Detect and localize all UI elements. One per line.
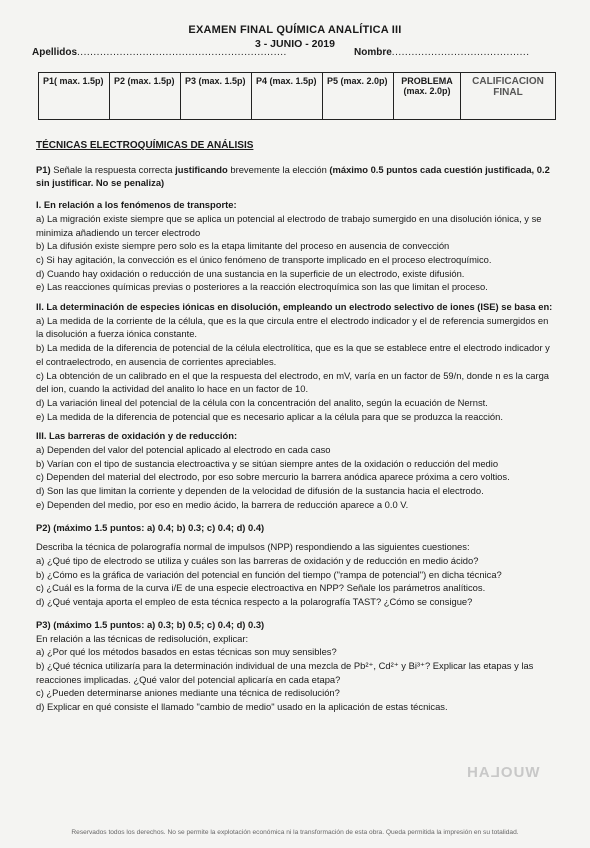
p2-intro: Describa la técnica de polarografía normal de impulsos (NPP) respondiendo a las siguientes cuestiones: [36, 541, 470, 553]
p1-q2-title: II. La determinación de especies iónicas en disolución, empleando un electrodo selectivo de iones (ISE) se basa en: [36, 301, 553, 313]
p2-question-b: b) ¿Cómo es la gráfica de variación del potencial en función del tiempo ("rampa de potencial") en dicha técnica? [36, 568, 502, 580]
p1-q3-option-c: c) Dependen del material del electrodo, por eso sobre mercurio la barrera anódica aparece próxima a cero voltios. [36, 471, 510, 483]
p1-intro-c: brevemente la elección [230, 163, 327, 175]
grade-cell-p2: P2 (max. 1.5p) [110, 73, 181, 120]
p3-intro: En relación a las técnicas de redisolución, explicar: [36, 632, 249, 644]
p1-q2-option-c: c) La obtención de un calibrado en el que la respuesta del electrodo, en mV, varía en un factor de 59/n, donde n es la carga del ion, cuando la actividad del analito lo hace en un factor de 10. [36, 369, 550, 395]
apellidos-label: Apellidos [32, 47, 78, 58]
p1-q3-option-a: a) Dependen del valor del potencial aplicado al electrodo en cada caso [36, 444, 331, 456]
p3-title: P3) (máximo 1.5 puntos: a) 0.3; b) 0.5; c) 0.4; d) 0.3) [36, 618, 265, 630]
p2-question-a: a) ¿Qué tipo de electrodo se utiliza y cuáles son las barreras de oxidación y de reducción en medio ácido? [36, 554, 479, 566]
p3-question-c: c) ¿Pueden determinarse aniones mediante una técnica de redisolución? [36, 687, 340, 699]
p3-question-a: a) ¿Por qué los métodos basados en estas técnicas son muy sensibles? [36, 646, 337, 658]
p1-q3-title: III. Las barreras de oxidación y de reducción: [36, 430, 238, 442]
p1-q2-option-b: b) La medida de la diferencia de potencial de la célula electrolítica, que es la que se establece entre el electrodo indicador y el contraelectrodo, en ausencia de corrientes apreciables. [36, 342, 550, 367]
nombre-field: .......................................... [391, 47, 530, 58]
grade-cell-p3: P3 (max. 1.5p) [181, 73, 252, 120]
nombre-line [354, 47, 530, 58]
p2-question-d: d) ¿Qué ventaja aporta el empleo de esta técnica respecto a la polarografía TAST? ¿Cómo se consigue? [36, 596, 473, 608]
p1-statement [36, 163, 556, 190]
student-name-fields [32, 47, 530, 58]
apellidos-field: ................................................................ [77, 47, 287, 58]
p1-q2-option-e: e) La medida de la diferencia de potencial que es necesario aplicar a la célula para que se produzca la reacción. [36, 410, 503, 422]
p1-intro-b: justificando [175, 163, 228, 175]
exam-content [36, 139, 556, 714]
p1-q3-option-e: e) Dependen del medio, por eso en medio ácido, la barrera de reducción aparece a 0.0 V. [36, 498, 409, 510]
grade-cell-problema: PROBLEMA (max. 2.0p) [394, 73, 461, 120]
p1-q1-option-b: b) La difusión existe siempre pero solo es la etapa limitante del proceso en ausencia de convección [36, 240, 450, 252]
p1-q1-option-e: e) Las reacciones químicas previas o posteriores a la reacción electroquímica son las que limitan el proceso. [36, 281, 488, 293]
p1-q2-option-d: d) La variación lineal del potencial de la célula con la concentración del analito, según la ecuación de Nernst. [36, 396, 488, 408]
p2-title: P2) (máximo 1.5 puntos: a) 0.4; b) 0.3; c) 0.4; d) 0.4) [36, 521, 265, 533]
p1-q3-option-d: d) Son las que limitan la corriente y dependen de la velocidad de difusión de la sustancia hacia el electrodo. [36, 485, 484, 497]
p1-intro-a: Señale la respuesta correcta [53, 163, 173, 175]
p1-label: P1) [36, 163, 51, 175]
grade-cell-p4: P4 (max. 1.5p) [252, 73, 323, 120]
p3-question-b: b) ¿Qué técnica utilizaría para la determinación individual de una mezcla de Pb²⁺, Cd²⁺ y Bi³⁺? Explicar las etapas y las reacciones implicadas. ¿Qué valor del potencial aplicaría en cada etapa? [36, 659, 534, 685]
grade-cell-p5: P5 (max. 2.0p) [323, 73, 394, 120]
p2-question-c: c) ¿Cuál es la forma de la curva i/E de una especie electroactiva en NPP? Señale los parámetros analíticos. [36, 582, 486, 594]
grades-table [38, 72, 556, 120]
nombre-label: Nombre [354, 47, 392, 58]
section-title: TÉCNICAS ELECTROQUÍMICAS DE ANÁLISIS [36, 140, 254, 151]
wuolah-watermark: WUOLAH [466, 764, 540, 781]
grade-cell-final: CALIFICACION FINAL [461, 73, 556, 120]
exam-title: EXAMEN FINAL QUÍMICA ANALÍTICA III [188, 24, 402, 36]
p1-q1-option-a: a) La migración existe siempre que se aplica un potencial al electrodo de trabajo sumergido en una disolución iónica, y se minimiza añadiendo un tercer electrodo [36, 212, 542, 238]
p1-q1-title: I. En relación a los fenómenos de transporte: [36, 199, 237, 211]
p1-q2-option-a: a) La medida de la corriente de la célula, que es la que circula entre el electrodo indicador y el de referencia sumergidos en la disolución a fuerza iónica constante. [36, 314, 549, 340]
p1-q3-option-b: b) Varían con el tipo de sustancia electroactiva y se sitúan siempre antes de la oxidación o reducción del medio [36, 457, 499, 469]
p1-q1-option-c: c) Si hay agitación, la convección es el único fenómeno de transporte implicado en el proceso electroquímico. [36, 253, 492, 265]
p1-q1-option-d: d) Cuando hay oxidación o reducción de una sustancia en la superficie de un electrodo, existe difusión. [36, 267, 465, 279]
p1-intro-d: (máximo 0.5 puntos cada cuestión justificada, 0.2 sin justificar. No se penaliza) [36, 163, 550, 189]
grade-cell-p1: P1( max. 1.5p) [39, 73, 110, 120]
exam-date: 3 - JUNIO - 2019 [255, 38, 335, 50]
copyright-footer: Reservados todos los derechos. No se permite la explotación económica ni la transformación de esta obra. Queda permitida la impresión en su totalidad. [71, 829, 519, 836]
p3-question-d: d) Explicar en qué consiste el llamado "cambio de medio" usado en la aplicación de estas técnicas. [36, 701, 448, 713]
grades-row [39, 73, 556, 120]
